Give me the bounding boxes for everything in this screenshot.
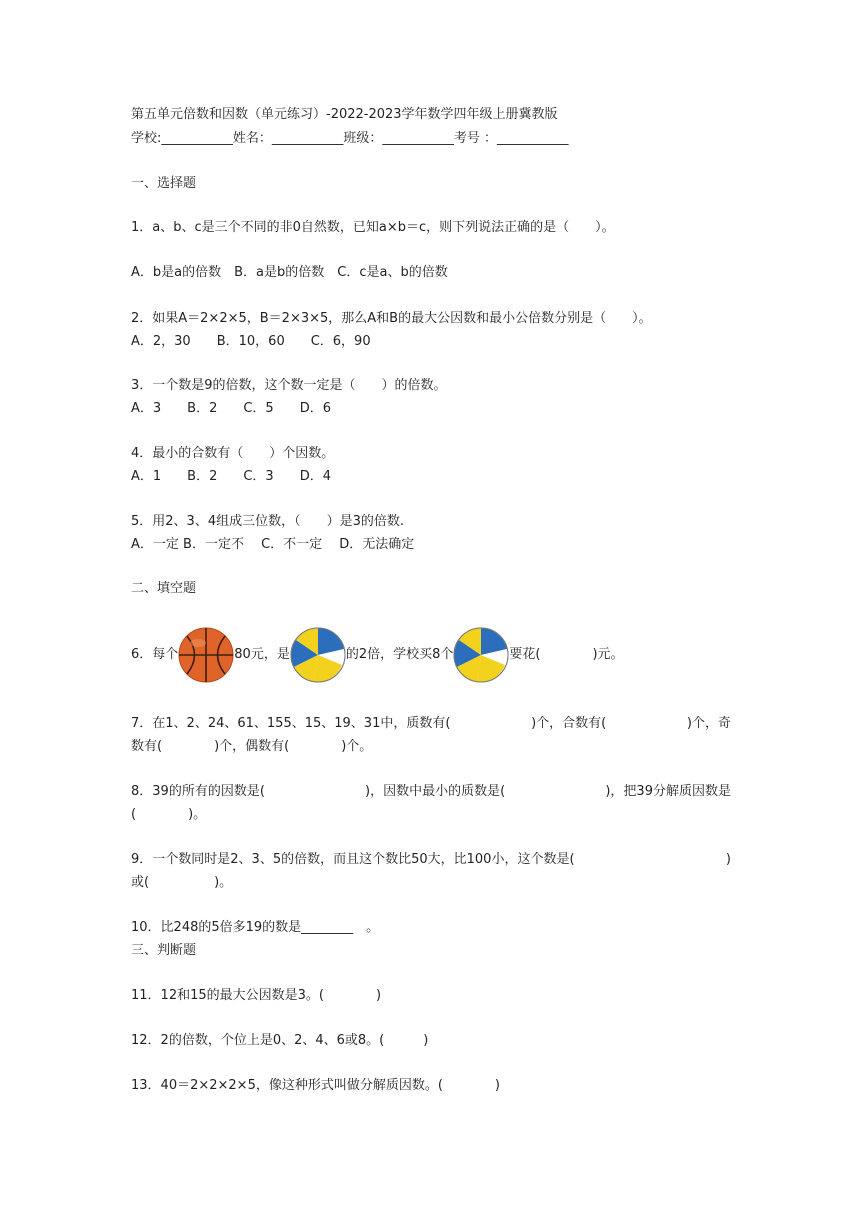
question-7-line2: 数有( )个，偶数有( )个。 <box>131 739 373 754</box>
question-6-part1: 6．每个 <box>131 647 179 662</box>
question-9-text-b: ) <box>725 852 731 867</box>
question-12: 12．2的倍数，个位上是0、2、4、6或8。( ) <box>131 1033 429 1048</box>
question-6-part4: 要花( )元。 <box>509 647 624 662</box>
question-7-text-a: 7．在1、2、24、61、155、15、19、31中，质数有( <box>131 716 451 731</box>
question-5-stem: 5．用2、3、4组成三位数，（ ）是3的倍数. <box>131 514 404 529</box>
question-13: 13．40＝2×2×2×5，像这种形式叫做分解质因数。( ) <box>131 1078 500 1093</box>
question-6-part2: 80元，是 <box>234 647 290 662</box>
question-8-line2: ( )。 <box>131 807 207 822</box>
question-11: 11．12和15的最大公因数是3。( ) <box>131 988 382 1003</box>
question-1-stem: 1．a、b、c是三个不同的非0自然数，已知a×b＝c，则下列说法正确的是（ ）。 <box>131 220 615 235</box>
question-4-options: A．1 B．2 C．3 D．4 <box>131 469 331 484</box>
question-5-options: A．一定 B．一定不 C．不一定 D．无法确定 <box>131 537 415 552</box>
question-9-line1 <box>131 851 731 869</box>
question-7-line1 <box>131 715 731 733</box>
question-2-options: A．2，30 B．10，60 C．6，90 <box>131 334 371 349</box>
section-heading-judge: 三、判断题 <box>131 943 197 958</box>
question-2-stem: 2．如果A＝2×2×5，B＝2×3×5，那么A和B的最大公因数和最小公倍数分别是（ ）。 <box>131 311 652 326</box>
volleyball-icon <box>290 627 346 683</box>
question-8-text-a: 8．39的所有的因数是( <box>131 784 265 799</box>
question-3-options: A．3 B．2 C．5 D．6 <box>131 401 331 416</box>
section-heading-fill: 二、填空题 <box>131 581 197 596</box>
question-8-line1 <box>131 783 731 801</box>
section-heading-choice: 一、选择题 <box>131 176 197 191</box>
question-7-text-b: )个，合数有( <box>531 716 607 731</box>
question-6 <box>131 627 624 683</box>
basketball-icon <box>178 627 234 683</box>
question-4-stem: 4．最小的合数有（ ）个因数。 <box>131 446 335 461</box>
question-10: 10．比248的5倍多19的数是________ 。 <box>131 920 380 935</box>
question-9-text-a: 9．一个数同时是2、3、5的倍数，而且这个数比50大，比100小，这个数是( <box>131 852 575 867</box>
student-info-line: 学校:___________姓名：___________班级：___________考号 ：___________ <box>131 131 569 146</box>
question-3-stem: 3．一个数是9的倍数，这个数一定是（ ）的倍数。 <box>131 378 447 393</box>
question-8-text-c: )，把39分解质因数是 <box>605 784 731 799</box>
question-9-line2: 或( )。 <box>131 875 233 890</box>
question-7-text-c: )个，奇 <box>686 716 731 731</box>
question-1-options: A．b是a的倍数 B．a是b的倍数 C．c是a、b的倍数 <box>131 265 448 280</box>
volleyball-icon <box>453 627 509 683</box>
question-6-part3: 的2倍，学校买8个 <box>345 647 454 662</box>
document-title: 第五单元倍数和因数（单元练习）-2022-2023学年数学四年级上册冀教版 <box>131 107 558 122</box>
question-8-text-b: )，因数中最小的质数是( <box>365 784 506 799</box>
